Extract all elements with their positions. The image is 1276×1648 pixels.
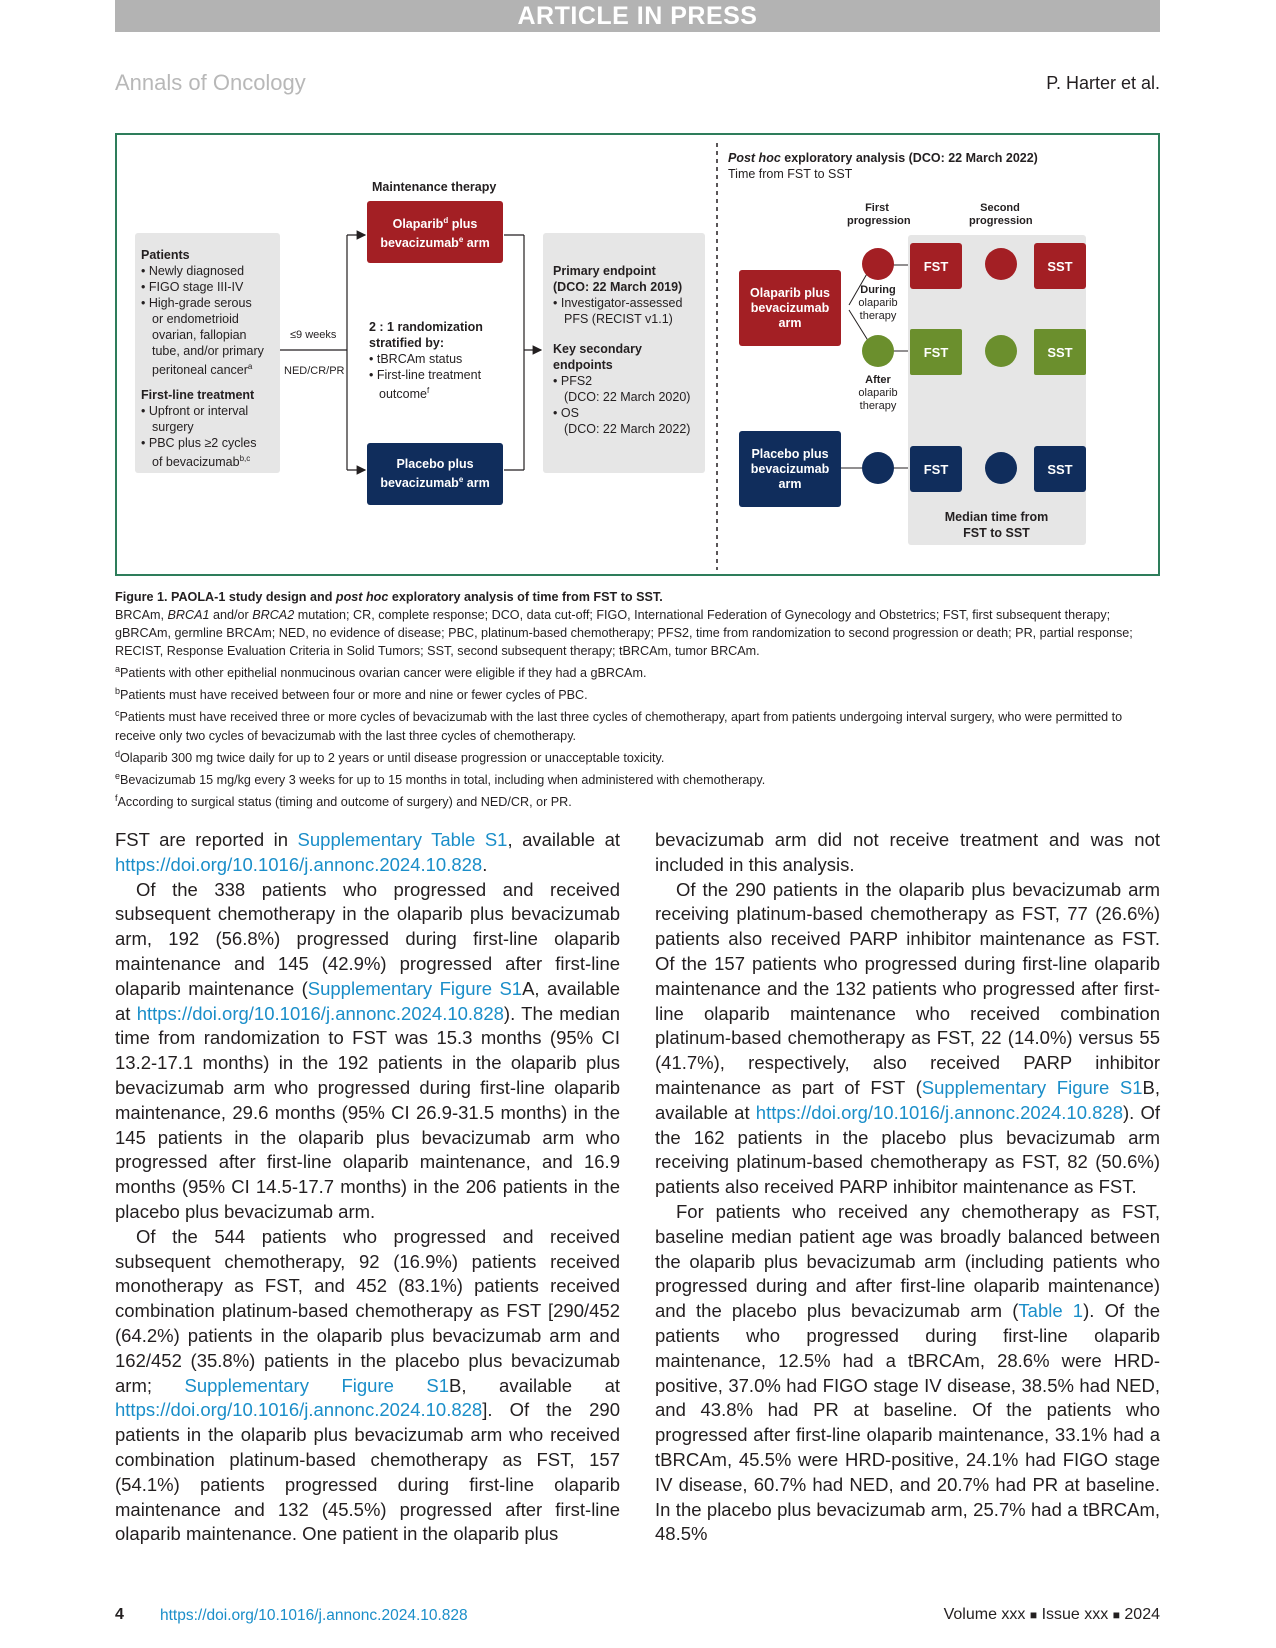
patients-item: • FIGO stage III-IV — [141, 280, 244, 294]
running-authors: P. Harter et al. — [1046, 73, 1160, 93]
randomization-item: outcome$^f$ — [379, 386, 430, 402]
figure-caption — [115, 588, 1160, 811]
second-progression-after-marker — [985, 335, 1017, 367]
paragraph: bevacizumab arm did not receive treatment and was not included in this analysis. — [655, 829, 1160, 875]
caption-footnote-a: $^a$Patients with other epithelial nonmucinous ovarian cancer were eligible if they had a gBRCAm. — [115, 664, 647, 681]
secondary-endpoint-item: • OS — [553, 406, 579, 420]
patients-item: ovarian, fallopian — [152, 328, 247, 342]
randomization-subtitle: stratified by: — [369, 336, 445, 350]
sst-box-during: SST — [1034, 243, 1086, 289]
sst-box-placebo: SST — [1034, 446, 1086, 492]
firstline-item: surgery — [152, 420, 194, 434]
randomization-title: 2 : 1 randomization — [369, 320, 483, 334]
during-olaparib-label: During olaparib therapy — [858, 284, 898, 322]
patients-item: peritoneal cancer$^a$ — [152, 362, 253, 378]
first-progression-after-marker — [862, 335, 894, 367]
body-left-column — [115, 828, 620, 1547]
primary-endpoint-item: • Investigator-assessed — [553, 296, 683, 310]
secondary-endpoints-title: endpoints — [553, 358, 613, 372]
first-progression-during-marker — [862, 248, 894, 280]
fst-box-placebo: FST — [910, 446, 962, 492]
paragraph: Of the 338 patients who progressed and received subsequent chemotherapy in the olaparib plus bevacizumab arm, 192 (56.8%) progressed during first-line olaparib maintenance and 145 (42.9%) progressed after first-line olaparib maintenance (Supplementary Figure S1A, available at https://doi.org/10.1016/j.annonc.2024.10.828). The median time from randomization to FST was 15.3 months (95% CI 13.2-17.1 months) in the 192 patients in the olaparib plus bevacizumab arm who progressed during first-line olaparib maintenance, 29.6 months (95% CI 26.9-31.5 months) in the 145 patients in the olaparib plus bevacizumab arm who progressed after first-line olaparib maintenance, and 16.9 months (95% CI 14.5-17.7 months) in the 206 patients in the placebo plus bevacizumab arm. — [115, 878, 620, 1222]
firstline-title: First-line treatment — [141, 388, 255, 402]
patients-item: tube, and/or primary — [152, 344, 264, 358]
journal-name: Annals of Oncology — [115, 70, 306, 95]
posthoc-subtitle: Time from FST to SST — [728, 167, 853, 181]
firstline-item: • PBC plus ≥2 cycles — [141, 436, 257, 450]
caption-footnote-d: $^d$Olaparib 300 mg twice daily for up to 2 years or until disease progression or unacceptable toxicity. — [115, 748, 665, 765]
body-right-column — [655, 828, 1160, 1547]
olaparib-arm-right-box: Olaparib plus bevacizumab arm — [739, 270, 841, 346]
after-olaparib-label: After olaparib therapy — [858, 374, 898, 412]
article-in-press-banner: ARTICLE IN PRESS — [115, 0, 1160, 32]
paragraph: Of the 544 patients who progressed and received subsequent chemotherapy, 92 (16.9%) patients received monotherapy as FST, and 452 (83.1%) patients received combination platinum-based chemotherapy as FST [290/452 (64.2%) patients in the olaparib plus bevacizumab arm and 162/452 (35.8%) patients in the placebo plus bevacizumab arm; Supplementary Figure S1B, available at https://doi.org/10.1016/j.annonc.2024.10.828]. Of the 290 patients in the olaparib plus bevacizumab arm who received combination platinum-based chemotherapy as FST, 157 (54.1%) patients progressed during first-line olaparib maintenance and 132 (45.5%) progressed after first-line olaparib maintenance. One patient in the olaparib plus — [115, 1225, 621, 1545]
caption-footnote-c: $^c$Patients must have received three or more cycles of bevacizumab with the last three cycles of chemotherapy, apart from patients undergoing interval surgery, who were permitted to receive only two cycles of bevacizumab with the last three cycles of chemotherapy. — [115, 708, 1123, 743]
caption-footnote-e: $^e$Bevacizumab 15 mg/kg every 3 weeks for up to 15 months in total, including when administered with chemotherapy. — [115, 770, 766, 787]
median-time-label: Median time from FST to SST — [944, 510, 1049, 540]
patients-title: Patients — [141, 248, 190, 262]
doi-link[interactable]: https://doi.org/10.1016/j.annonc.2024.10.828 — [755, 1101, 1123, 1123]
page-number: 4 — [115, 1606, 124, 1623]
second-progression-label: Second progression — [969, 202, 1033, 227]
doi-link[interactable]: https://doi.org/10.1016/j.annonc.2024.10.828 — [115, 853, 483, 875]
fst-box-during: FST — [910, 243, 962, 289]
patients-item: • Newly diagnosed — [141, 264, 245, 278]
caption-abbreviations: BRCAm, BRCA1 and/or BRCA2 mutation; CR, complete response; DCO, data cut-off; FIGO, International Federation of Gynecology and Obstetrics; FST, first subsequent therapy; gBRCAm, germline BRCAm; NED, no evidence of disease; PBC, platinum-based chemotherapy; PFS2, time from randomization to second progression or death; PR, partial response; RECIST, Response Evaluation Criteria in Solid Tumors; SST, second subsequent therapy; tBRCAm, tumor BRCAm. — [115, 608, 1133, 658]
paragraph: FST are reported in Supplementary Table S1, available at https://doi.org/10.1016/j.annonc.2024.10.828. — [115, 829, 620, 875]
firstline-item: of bevacizumab$^{b,c}$ — [152, 454, 251, 470]
secondary-endpoints-title: Key secondary — [553, 342, 642, 356]
firstline-item: • Upfront or interval — [141, 404, 249, 418]
second-progression-during-marker — [985, 248, 1017, 280]
paragraph: For patients who received any chemotherapy as FST, baseline median patient age was broadly balanced between the olaparib plus bevacizumab arm (including patients who progressed during and after first-line olaparib maintenance) and the placebo plus bevacizumab arm (Table 1). Of the patients who progressed during first-line olaparib maintenance, 12.5% had a tBRCAm, 28.6% were HRD-positive, 37.0% had FIGO stage IV disease, 38.5% had NED, and 43.8% had PR at baseline. Of the patients who progressed after first-line olaparib maintenance, 33.1% had a tBRCAm, 45.5% were HRD-positive, 24.1% had FIGO stage IV disease, 60.7% had NED, and 20.7% had PR at baseline. In the placebo plus bevacizumab arm, 25.7% had a tBRCAm, 48.5% — [655, 1200, 1161, 1545]
caption-title: Figure 1. PAOLA-1 study design and post hoc exploratory analysis of time from FST to SST. — [115, 590, 663, 604]
secondary-endpoint-item: (DCO: 22 March 2020) — [564, 390, 691, 404]
supplementary-table-link[interactable]: Supplementary Table S1 — [297, 829, 508, 850]
secondary-endpoint-item: (DCO: 22 March 2022) — [564, 422, 691, 436]
supplementary-figure-link[interactable]: Supplementary Figure S1 — [307, 977, 523, 999]
placebo-arm-right-box: Placebo plus bevacizumab arm — [739, 431, 841, 507]
table-link[interactable]: Table 1 — [1018, 1300, 1084, 1322]
paragraph: Of the 290 patients in the olaparib plus bevacizumab arm receiving platinum-based chemotherapy as FST, 77 (26.6%) patients also received PARP inhibitor maintenance as FST. Of the 157 patients who progressed during first-line olaparib maintenance and the 132 patients who progressed after first-line olaparib maintenance who received combination platinum-based chemotherapy as FST, 22 (14.0%) versus 55 (41.7%), respectively, also received PARP inhibitor maintenance as part of FST (Supplementary Figure S1B, available at https://doi.org/10.1016/j.annonc.2024.10.828). Of the 162 patients in the placebo plus bevacizumab arm receiving platinum-based chemotherapy as FST, 82 (50.6%) patients also received PARP inhibitor maintenance as FST. — [655, 878, 1160, 1198]
patients-item: • High-grade serous — [141, 296, 252, 310]
primary-endpoint-dco: (DCO: 22 March 2019) — [553, 280, 683, 294]
maintenance-label: Maintenance therapy — [372, 180, 497, 194]
patients-item: or endometrioid — [152, 312, 239, 326]
olaparib-arm-box: Olaparib$^d$ plus bevacizumab$^e$ arm — [367, 201, 503, 263]
caption-footnote-f: $^f$According to surgical status (timing and outcome of surgery) and NED/CR, or PR. — [115, 792, 572, 810]
posthoc-title: Post hoc exploratory analysis (DCO: 22 March 2022) — [728, 151, 1038, 165]
randomization-item: • tBRCAm status — [369, 352, 463, 366]
ned-cr-pr-label: NED/CR/PR — [284, 365, 345, 377]
weeks-label: ≤9 weeks — [290, 329, 337, 341]
figure-1 — [115, 133, 1160, 576]
supplementary-figure-link[interactable]: Supplementary Figure S1 — [184, 1374, 450, 1396]
first-progression-placebo-marker — [862, 452, 894, 484]
caption-footnote-b: $^b$Patients must have received between four or more and nine or fewer cycles of PBC. — [115, 686, 588, 703]
footer-volume-issue: Volume xxx ■ Issue xxx ■ 2024 — [943, 1606, 1160, 1623]
fst-box-after: FST — [910, 329, 962, 375]
secondary-endpoint-item: • PFS2 — [553, 374, 593, 388]
placebo-arm-box: Placebo plus bevacizumab$^e$ arm — [367, 443, 503, 505]
footer-doi-link[interactable]: https://doi.org/10.1016/j.annonc.2024.10.828 — [160, 1607, 468, 1624]
supplementary-figure-link[interactable]: Supplementary Figure S1 — [921, 1076, 1143, 1098]
primary-endpoint-title: Primary endpoint — [553, 264, 656, 278]
sst-box-after: SST — [1034, 329, 1086, 375]
randomization-item: • First-line treatment — [369, 368, 482, 382]
primary-endpoint-item: PFS (RECIST v1.1) — [564, 312, 673, 326]
doi-link[interactable]: https://doi.org/10.1016/j.annonc.2024.10.828 — [115, 1399, 483, 1421]
second-progression-placebo-marker — [985, 452, 1017, 484]
doi-link[interactable]: https://doi.org/10.1016/j.annonc.2024.10.828 — [136, 1002, 504, 1024]
first-progression-label: First progression — [847, 202, 911, 227]
